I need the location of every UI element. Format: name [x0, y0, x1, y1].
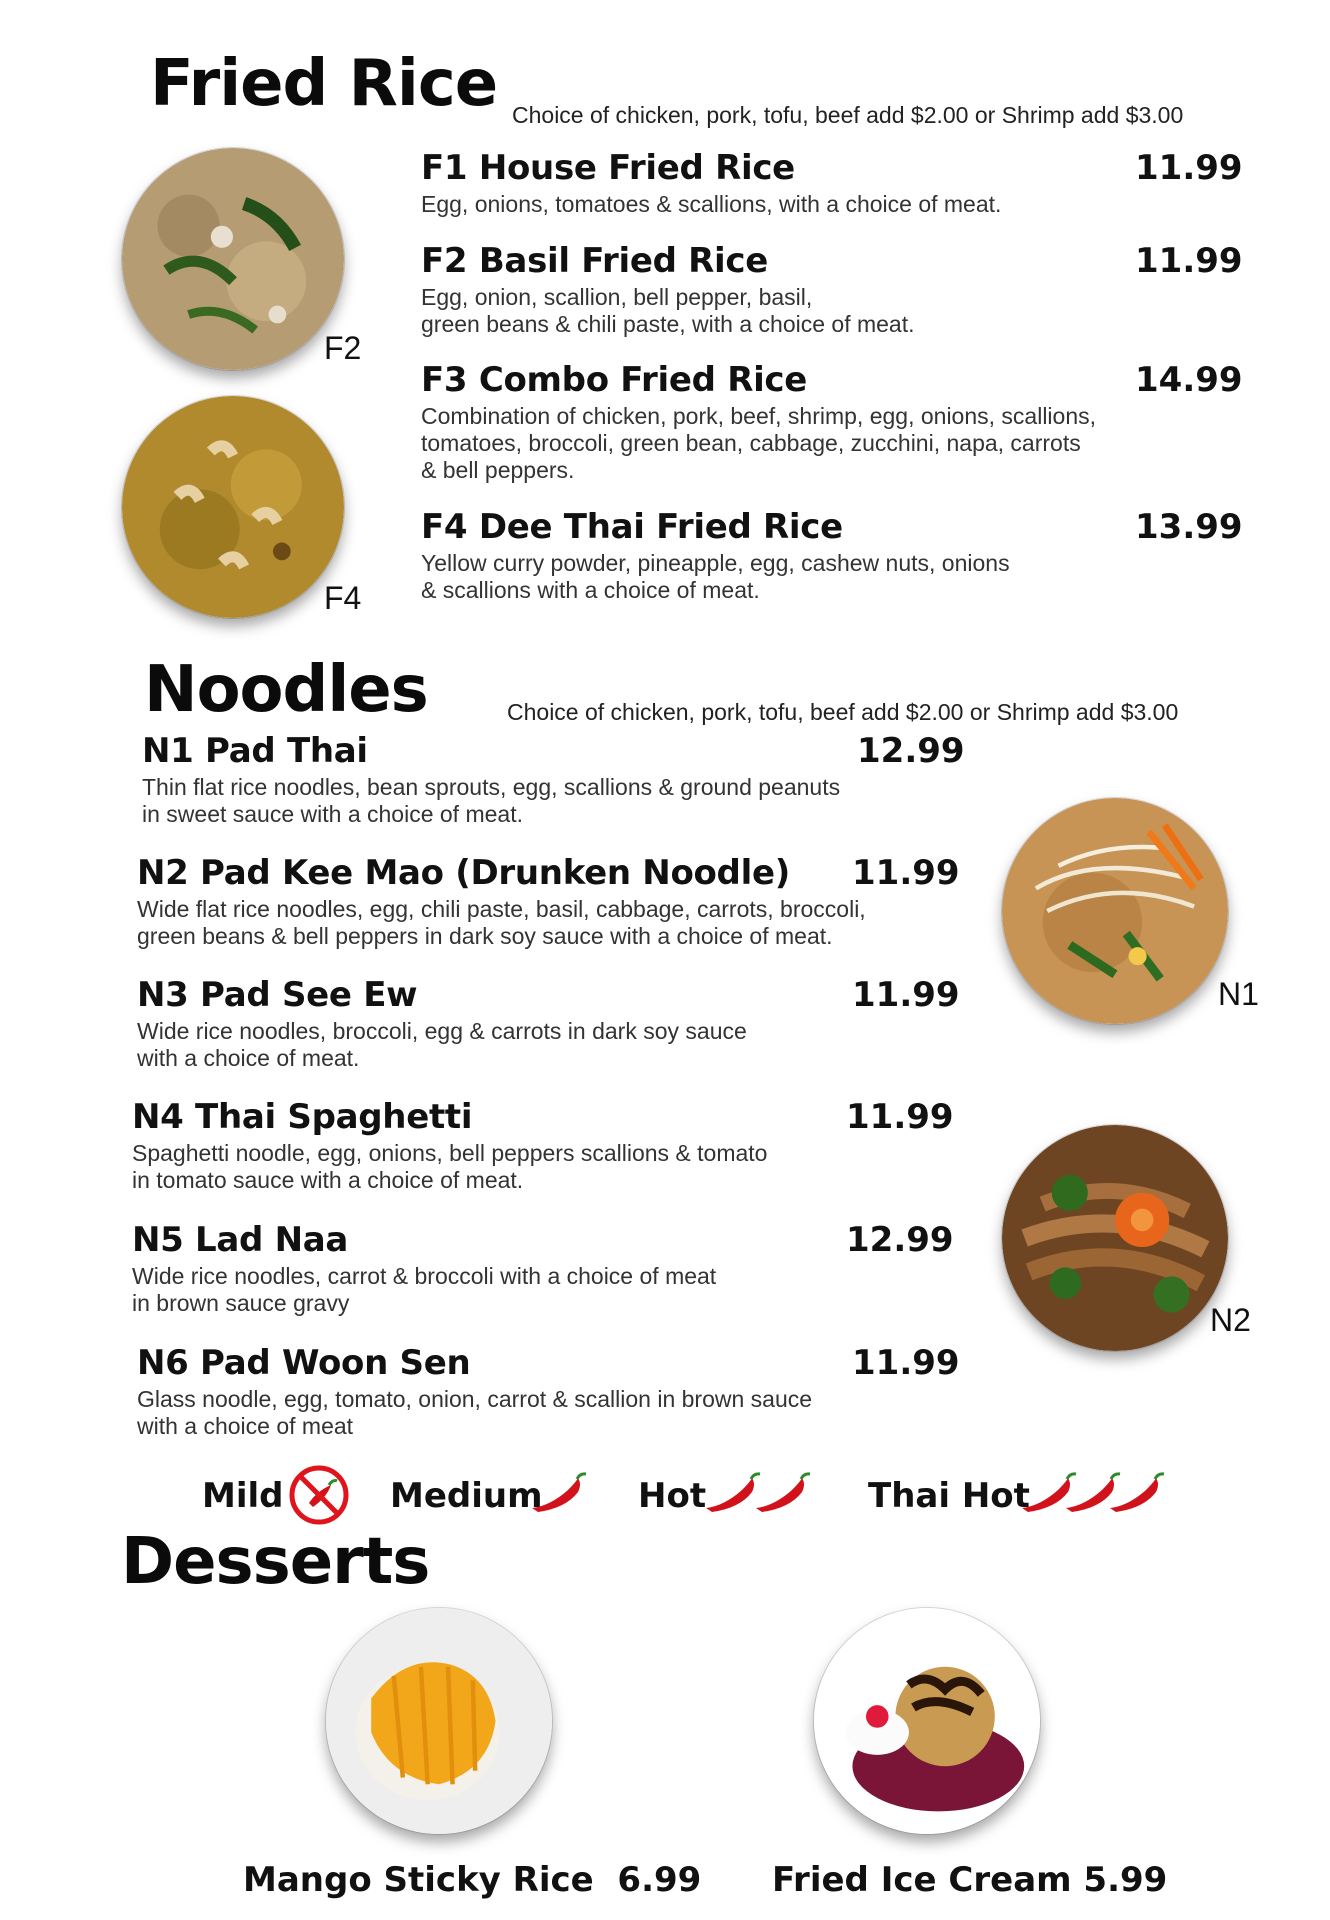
mango-sticky-rice-name: Mango Sticky Rice [243, 1860, 594, 1900]
f2-desc: Egg, onion, scallion, bell pepper, basil, green beans & chili paste, with a choice of meat. [421, 284, 915, 337]
n1-photo-label: N1 [1218, 976, 1259, 1012]
n4-desc: Spaghetti noodle, egg, onions, bell peppers scallions & tomato in tomato sauce with a choice of meat. [132, 1140, 768, 1193]
n6-price: 11.99 [852, 1343, 960, 1383]
f4-name: F4 Dee Thai Fried Rice [421, 507, 843, 547]
f2-photo-label: F2 [324, 330, 362, 366]
n4-price: 11.99 [846, 1097, 954, 1137]
mango-sticky-rice-photo [326, 1608, 552, 1834]
n5-price: 12.99 [846, 1220, 954, 1260]
fried-ice-cream-photo [814, 1608, 1040, 1834]
n2-name: N2 Pad Kee Mao (Drunken Noodle) [137, 853, 790, 893]
chili-pepper-icon [528, 1470, 588, 1514]
desserts-title: Desserts [121, 1525, 430, 1599]
fried-ice-cream-price: 5.99 [1083, 1860, 1168, 1900]
n3-price: 11.99 [852, 975, 960, 1015]
f2-photo [122, 148, 344, 370]
mango-sticky-rice-price: 6.99 [617, 1860, 702, 1900]
fried-rice-note: Choice of chicken, pork, tofu, beef add $2.00 or Shrimp add $3.00 [512, 102, 1184, 128]
n2-desc: Wide flat rice noodles, egg, chili paste, basil, cabbage, carrots, broccoli, green beans & bell peppers in dark soy sauce with a choice of meat. [137, 896, 866, 949]
f4-desc: Yellow curry powder, pineapple, egg, cashew nuts, onions & scallions with a choice of meat. [421, 550, 1010, 603]
f1-desc: Egg, onions, tomatoes & scallions, with a choice of meat. [421, 191, 1002, 217]
n1-photo [1002, 798, 1228, 1024]
n1-price: 12.99 [857, 731, 965, 771]
n5-desc: Wide rice noodles, carrot & broccoli with a choice of meat in brown sauce gravy [132, 1263, 717, 1316]
n5-name: N5 Lad Naa [132, 1220, 349, 1260]
f3-name: F3 Combo Fried Rice [421, 360, 808, 400]
f4-photo [122, 396, 344, 618]
f4-photo-label: F4 [324, 580, 362, 616]
n3-name: N3 Pad See Ew [137, 975, 418, 1015]
spice-mild-label: Mild [202, 1476, 284, 1516]
n4-name: N4 Thai Spaghetti [132, 1097, 473, 1137]
n1-desc: Thin flat rice noodles, bean sprouts, egg, scallions & ground peanuts in sweet sauce with a choice of meat. [142, 774, 841, 827]
fried-ice-cream-name: Fried Ice Cream [772, 1860, 1072, 1900]
f3-desc: Combination of chicken, pork, beef, shrimp, egg, onions, scallions, tomatoes, broccoli, green bean, cabbage, zucchini, napa, carrots & bell peppers. [421, 403, 1097, 483]
spice-hot-label: Hot [638, 1476, 707, 1516]
curry-fried-rice-image [122, 396, 344, 618]
no-pepper-icon [287, 1463, 351, 1527]
fried-rice-image [122, 148, 344, 370]
fried-ice-cream-image [814, 1608, 1040, 1834]
n1-name: N1 Pad Thai [142, 731, 368, 771]
n2-price: 11.99 [852, 853, 960, 893]
mango-sticky-rice-image [326, 1608, 552, 1834]
mango-sticky-rice-label [243, 1860, 701, 1900]
noodles-title: Noodles [144, 653, 428, 727]
n6-desc: Glass noodle, egg, tomato, onion, carrot & scallion in brown sauce with a choice of meat [137, 1386, 813, 1439]
chili-pepper-icon [1106, 1470, 1166, 1514]
drunken-noodle-image [1002, 1125, 1228, 1351]
fried-rice-title: Fried Rice [150, 47, 498, 121]
pad-thai-image [1002, 798, 1228, 1024]
n2-photo-label: N2 [1210, 1302, 1251, 1338]
f3-price: 14.99 [1135, 360, 1243, 400]
n3-desc: Wide rice noodles, broccoli, egg & carrots in dark soy sauce with a choice of meat. [137, 1018, 747, 1071]
f2-name: F2 Basil Fried Rice [421, 241, 769, 281]
spice-thai-hot-label: Thai Hot [868, 1476, 1030, 1516]
spice-medium-label: Medium [390, 1476, 543, 1516]
n6-name: N6 Pad Woon Sen [137, 1343, 471, 1383]
f2-price: 11.99 [1135, 241, 1243, 281]
fried-ice-cream-label [772, 1860, 1167, 1900]
chili-pepper-icon [752, 1470, 812, 1514]
f1-name: F1 House Fried Rice [421, 148, 795, 188]
noodles-note: Choice of chicken, pork, tofu, beef add $2.00 or Shrimp add $3.00 [507, 699, 1179, 725]
f4-price: 13.99 [1135, 507, 1243, 547]
n2-photo [1002, 1125, 1228, 1351]
f1-price: 11.99 [1135, 148, 1243, 188]
